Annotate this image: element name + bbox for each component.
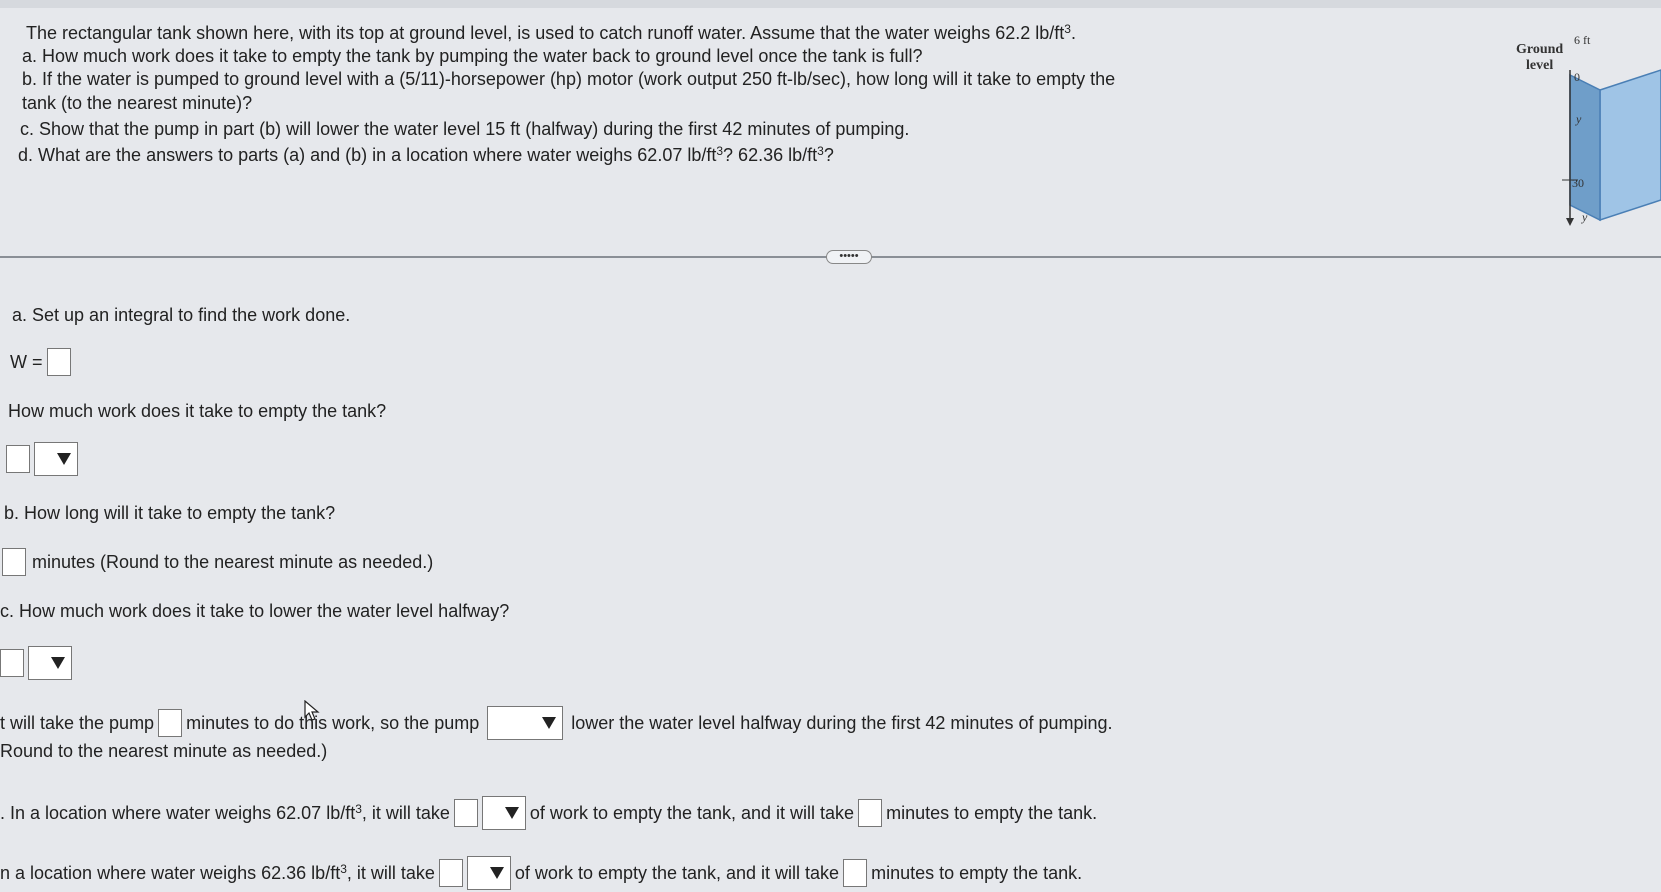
part-d-row-1: [0, 796, 1097, 830]
halfway-units-dropdown[interactable]: [28, 646, 72, 680]
work-answer-row: [6, 442, 78, 476]
d2-text-1a: n a location where water weighs 62.36 lb/ft: [0, 863, 341, 883]
problem-part-a: a. How much work does it take to empty the tank by pumping the water back to ground level once the tank is full?: [22, 46, 923, 66]
problem-intro-end: .: [1070, 23, 1076, 43]
will-wont-dropdown[interactable]: [487, 706, 563, 740]
d1-text-1: [0, 802, 450, 824]
pump-time-text-2: minutes to do this work, so the pump: [186, 713, 480, 733]
round-note: Round to the nearest minute as needed.): [0, 741, 328, 761]
problem-part-d: [18, 144, 834, 166]
work-units-dropdown[interactable]: [34, 442, 78, 476]
halfway-work-input[interactable]: [0, 649, 24, 677]
d2-text-2: of work to empty the tank, and it will take: [514, 863, 840, 883]
width-label: 6 ft: [1574, 33, 1591, 47]
tank-figure: [1500, 30, 1661, 230]
part-d-text-2: ? 62.36 lb/ft: [723, 145, 818, 165]
part-c-prompt: c. How much work does it take to lower the water level halfway?: [0, 601, 510, 621]
chevron-down-icon: [505, 807, 519, 819]
problem-part-c: c. Show that the pump in part (b) will lower the water level 15 ft (halfway) during the first 42 minutes of pumping.: [20, 119, 910, 139]
expand-more-button[interactable]: •••••: [826, 250, 872, 264]
superscript: 3: [716, 144, 724, 158]
pump-minutes-input[interactable]: [158, 709, 182, 737]
problem-intro: [26, 22, 1076, 44]
y-axis-label: y: [1582, 210, 1588, 224]
work-value-input[interactable]: [6, 445, 30, 473]
tank-diagram: [1500, 30, 1661, 230]
chevron-down-icon: [51, 657, 65, 669]
superscript: 3: [817, 144, 824, 158]
minutes-label: minutes (Round to the nearest minute as needed.): [32, 552, 434, 572]
part-d-row-2: [0, 856, 1082, 890]
tank-side: [1600, 70, 1661, 220]
d1-text-2: of work to empty the tank, and it will take: [529, 803, 855, 823]
pump-time-row: [0, 706, 1113, 740]
d2-text-1: [0, 862, 435, 884]
pump-time-text-1: t will take the pump: [0, 713, 155, 733]
chevron-down-icon: [490, 867, 504, 879]
part-a-question: How much work does it take to empty the tank?: [8, 401, 387, 421]
d1-text-1b: , it will take: [361, 803, 450, 823]
superscript: 3: [1064, 22, 1071, 36]
minutes-input[interactable]: [2, 548, 26, 576]
chevron-down-icon: [57, 453, 71, 465]
work-integral-row: [10, 348, 71, 376]
pump-time-text-3: lower the water level halfway during the first 42 minutes of pumping.: [571, 713, 1113, 733]
minutes-row: [2, 548, 433, 576]
d1-minutes-input[interactable]: [858, 799, 882, 827]
problem-intro-text: The rectangular tank shown here, with its top at ground level, is used to catch runoff water. Assume that the water weighs 62.2 lb/ft: [26, 23, 1065, 43]
top-strip: [0, 0, 1661, 8]
level-label: level: [1526, 58, 1554, 73]
d1-units-dropdown[interactable]: [482, 796, 526, 830]
y-label: y: [1576, 112, 1582, 126]
problem-part-b-line1: b. If the water is pumped to ground level with a (5/11)-horsepower (hp) motor (work output 250 ft-lb/sec), how long will it take to empty the: [22, 69, 1116, 89]
d1-work-input[interactable]: [454, 799, 478, 827]
y-axis-arrow: [1566, 218, 1574, 226]
thirty-label: 30: [1572, 176, 1584, 190]
d2-work-input[interactable]: [439, 859, 463, 887]
d1-text-1a: . In a location where water weighs 62.07 lb/ft: [0, 803, 356, 823]
work-integral-input[interactable]: [47, 348, 71, 376]
part-a-prompt: a. Set up an integral to find the work done.: [12, 305, 351, 325]
part-d-text-1: d. What are the answers to parts (a) and (b) in a location where water weighs 62.07 lb/ft: [18, 145, 717, 165]
tank-front: [1570, 75, 1600, 220]
d2-units-dropdown[interactable]: [467, 856, 511, 890]
problem-part-b-line2: tank (to the nearest minute)?: [22, 93, 253, 113]
ground-label: Ground: [1516, 42, 1564, 57]
superscript: 3: [340, 862, 347, 876]
d2-text-3: minutes to empty the tank.: [871, 863, 1083, 883]
chevron-down-icon: [542, 717, 556, 729]
superscript: 3: [355, 802, 362, 816]
part-b-prompt: b. How long will it take to empty the tank?: [4, 503, 336, 523]
d2-text-1b: , it will take: [346, 863, 435, 883]
d2-minutes-input[interactable]: [843, 859, 867, 887]
d1-text-3: minutes to empty the tank.: [886, 803, 1098, 823]
zero-label: 0: [1574, 70, 1580, 84]
halfway-work-row: [0, 646, 72, 680]
w-label: W =: [10, 352, 43, 372]
part-d-text-3: ?: [823, 145, 834, 165]
